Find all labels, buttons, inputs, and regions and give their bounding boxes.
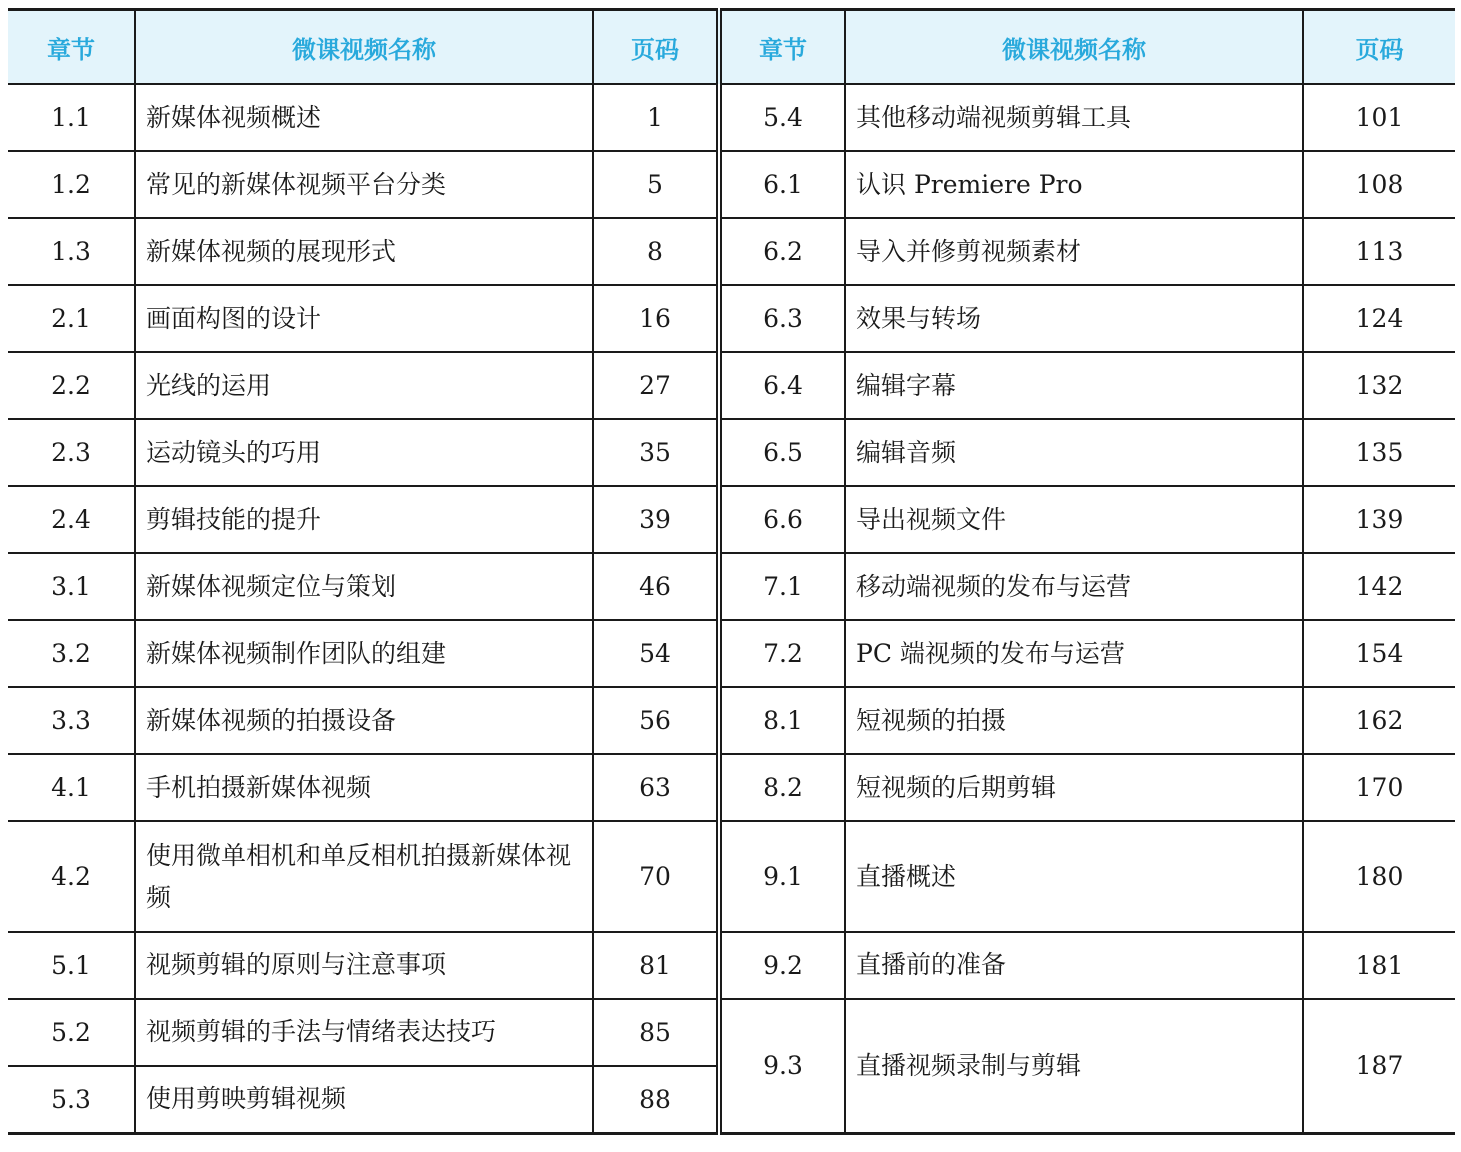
table-row (8, 84, 1455, 151)
header-chapter-left: 章节 (8, 10, 135, 85)
chapter-cell: 4.1 (8, 754, 135, 821)
page-cell: 56 (593, 687, 719, 754)
chapter-cell: 7.2 (719, 620, 845, 687)
table-row (8, 352, 1455, 419)
table-row (8, 419, 1455, 486)
chapter-cell: 9.2 (719, 932, 845, 999)
toc-table-container (8, 8, 1455, 1135)
chapter-cell: 9.1 (719, 821, 845, 931)
video-title-cell: 新媒体视频的拍摄设备 (135, 687, 593, 754)
chapter-cell: 6.6 (719, 486, 845, 553)
video-title-cell: 光线的运用 (135, 352, 593, 419)
chapter-cell: 6.1 (719, 151, 845, 218)
chapter-cell: 1.3 (8, 218, 135, 285)
header-row (8, 10, 1455, 85)
video-title-cell: 视频剪辑的原则与注意事项 (135, 932, 593, 999)
header-title-right: 微课视频名称 (845, 10, 1303, 85)
page-cell: 154 (1303, 620, 1455, 687)
page-cell: 39 (593, 486, 719, 553)
page-cell: 108 (1303, 151, 1455, 218)
chapter-cell: 3.3 (8, 687, 135, 754)
video-title-cell: 效果与转场 (845, 285, 1303, 352)
chapter-cell: 5.3 (8, 1066, 135, 1134)
video-title-cell: 编辑音频 (845, 419, 1303, 486)
chapter-cell: 1.1 (8, 84, 135, 151)
header-page-left: 页码 (593, 10, 719, 85)
chapter-cell: 6.5 (719, 419, 845, 486)
page-cell: 162 (1303, 687, 1455, 754)
chapter-cell: 7.1 (719, 553, 845, 620)
page-cell: 16 (593, 285, 719, 352)
page-cell: 187 (1303, 999, 1455, 1134)
page-cell: 101 (1303, 84, 1455, 151)
video-title-cell: 短视频的拍摄 (845, 687, 1303, 754)
chapter-cell: 8.2 (719, 754, 845, 821)
chapter-cell: 6.2 (719, 218, 845, 285)
video-title-cell: 新媒体视频概述 (135, 84, 593, 151)
micro-video-toc-table (8, 8, 1455, 1135)
video-title-cell: 常见的新媒体视频平台分类 (135, 151, 593, 218)
page-cell: 124 (1303, 285, 1455, 352)
video-title-cell: 直播视频录制与剪辑 (845, 999, 1303, 1134)
chapter-cell: 2.1 (8, 285, 135, 352)
page-cell: 135 (1303, 419, 1455, 486)
video-title-cell: 使用剪映剪辑视频 (135, 1066, 593, 1134)
video-title-cell: 导出视频文件 (845, 486, 1303, 553)
page-cell: 46 (593, 553, 719, 620)
page-cell: 35 (593, 419, 719, 486)
page-cell: 142 (1303, 553, 1455, 620)
header-chapter-right: 章节 (719, 10, 845, 85)
page-cell: 85 (593, 999, 719, 1066)
chapter-cell: 9.3 (719, 999, 845, 1134)
page-cell: 27 (593, 352, 719, 419)
video-title-cell: 直播前的准备 (845, 932, 1303, 999)
page-cell: 5 (593, 151, 719, 218)
table-row (8, 218, 1455, 285)
table-row (8, 553, 1455, 620)
table-row (8, 620, 1455, 687)
video-title-cell: 新媒体视频定位与策划 (135, 553, 593, 620)
table-row (8, 285, 1455, 352)
video-title-cell: 画面构图的设计 (135, 285, 593, 352)
video-title-cell: 运动镜头的巧用 (135, 419, 593, 486)
page-cell: 180 (1303, 821, 1455, 931)
page-cell: 1 (593, 84, 719, 151)
video-title-cell: 剪辑技能的提升 (135, 486, 593, 553)
chapter-cell: 1.2 (8, 151, 135, 218)
video-title-cell: 短视频的后期剪辑 (845, 754, 1303, 821)
table-row (8, 151, 1455, 218)
page-cell: 181 (1303, 932, 1455, 999)
chapter-cell: 5.4 (719, 84, 845, 151)
chapter-cell: 3.1 (8, 553, 135, 620)
chapter-cell: 2.3 (8, 419, 135, 486)
chapter-cell: 6.4 (719, 352, 845, 419)
video-title-cell: 新媒体视频的展现形式 (135, 218, 593, 285)
page-cell: 70 (593, 821, 719, 931)
chapter-cell: 8.1 (719, 687, 845, 754)
table-row (8, 486, 1455, 553)
header-title-left: 微课视频名称 (135, 10, 593, 85)
chapter-cell: 5.2 (8, 999, 135, 1066)
table-row (8, 687, 1455, 754)
video-title-cell: 视频剪辑的手法与情绪表达技巧 (135, 999, 593, 1066)
page-cell: 139 (1303, 486, 1455, 553)
video-title-cell: 导入并修剪视频素材 (845, 218, 1303, 285)
video-title-cell: 新媒体视频制作团队的组建 (135, 620, 593, 687)
table-row (8, 821, 1455, 931)
table-row (8, 999, 1455, 1066)
header-page-right: 页码 (1303, 10, 1455, 85)
video-title-cell: 移动端视频的发布与运营 (845, 553, 1303, 620)
video-title-cell: 使用微单相机和单反相机拍摄新媒体视频 (135, 821, 593, 931)
table-row (8, 754, 1455, 821)
page-cell: 113 (1303, 218, 1455, 285)
chapter-cell: 4.2 (8, 821, 135, 931)
table-row (8, 932, 1455, 999)
video-title-cell: PC 端视频的发布与运营 (845, 620, 1303, 687)
page-cell: 81 (593, 932, 719, 999)
video-title-cell: 编辑字幕 (845, 352, 1303, 419)
page-cell: 88 (593, 1066, 719, 1134)
video-title-cell: 手机拍摄新媒体视频 (135, 754, 593, 821)
chapter-cell: 2.4 (8, 486, 135, 553)
page-cell: 170 (1303, 754, 1455, 821)
chapter-cell: 6.3 (719, 285, 845, 352)
page-cell: 132 (1303, 352, 1455, 419)
page-cell: 63 (593, 754, 719, 821)
chapter-cell: 3.2 (8, 620, 135, 687)
page-cell: 8 (593, 218, 719, 285)
video-title-cell: 直播概述 (845, 821, 1303, 931)
chapter-cell: 2.2 (8, 352, 135, 419)
page-cell: 54 (593, 620, 719, 687)
video-title-cell: 其他移动端视频剪辑工具 (845, 84, 1303, 151)
chapter-cell: 5.1 (8, 932, 135, 999)
video-title-cell: 认识 Premiere Pro (845, 151, 1303, 218)
